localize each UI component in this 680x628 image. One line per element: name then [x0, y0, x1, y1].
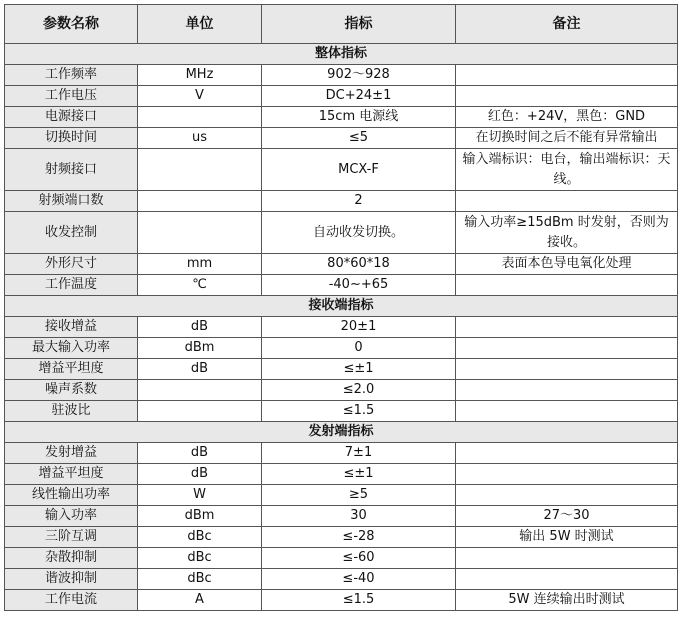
unit-cell: W — [138, 485, 262, 506]
section-title: 接收端指标 — [5, 296, 678, 317]
table-row — [5, 590, 678, 611]
remark-cell: 红色：+24V，黑色：GND — [456, 107, 678, 128]
table-row — [5, 107, 678, 128]
spec-table — [4, 4, 678, 611]
param-name-cell: 增益平坦度 — [5, 464, 138, 485]
param-name-cell: 噪声系数 — [5, 380, 138, 401]
table-row — [5, 191, 678, 212]
unit-cell: dB — [138, 359, 262, 380]
spec-value-cell: 7±1 — [262, 443, 456, 464]
spec-value-cell: DC+24±1 — [262, 86, 456, 107]
unit-cell: dB — [138, 464, 262, 485]
spec-value-cell: 自动收发切换。 — [262, 212, 456, 254]
spec-value-cell: 15cm 电源线 — [262, 107, 456, 128]
unit-cell: ℃ — [138, 275, 262, 296]
table-row — [5, 506, 678, 527]
section-title: 发射端指标 — [5, 422, 678, 443]
spec-value-cell: ≤5 — [262, 128, 456, 149]
unit-cell: us — [138, 128, 262, 149]
remark-cell: 输入端标识：电台，输出端标识：天线。 — [456, 149, 678, 191]
spec-value-cell: 0 — [262, 338, 456, 359]
remark-cell — [456, 401, 678, 422]
table-row — [5, 317, 678, 338]
param-name-cell: 收发控制 — [5, 212, 138, 254]
table-row — [5, 380, 678, 401]
section-title: 整体指标 — [5, 44, 678, 65]
param-name-cell: 杂散抑制 — [5, 548, 138, 569]
remark-cell — [456, 359, 678, 380]
table-row — [5, 149, 678, 191]
remark-cell: 输出 5W 时测试 — [456, 527, 678, 548]
remark-cell — [456, 548, 678, 569]
spec-value-cell: 2 — [262, 191, 456, 212]
table-row — [5, 464, 678, 485]
remark-cell: 27～30 — [456, 506, 678, 527]
table-row — [5, 485, 678, 506]
param-name-cell: 工作电压 — [5, 86, 138, 107]
table-row — [5, 359, 678, 380]
unit-cell: dB — [138, 317, 262, 338]
unit-cell — [138, 401, 262, 422]
param-name-cell: 发射增益 — [5, 443, 138, 464]
unit-cell: dBm — [138, 338, 262, 359]
param-name-cell: 工作频率 — [5, 65, 138, 86]
header-row — [5, 5, 678, 44]
table-row — [5, 401, 678, 422]
remark-cell — [456, 275, 678, 296]
unit-cell — [138, 107, 262, 128]
table-row — [5, 86, 678, 107]
param-name-cell: 射频接口 — [5, 149, 138, 191]
table-row — [5, 254, 678, 275]
param-name-cell: 射频端口数 — [5, 191, 138, 212]
table-row — [5, 212, 678, 254]
unit-cell: dB — [138, 443, 262, 464]
unit-cell: dBc — [138, 569, 262, 590]
remark-cell: 5W 连续输出时测试 — [456, 590, 678, 611]
unit-cell: dBm — [138, 506, 262, 527]
param-name-cell: 接收增益 — [5, 317, 138, 338]
unit-cell: MHz — [138, 65, 262, 86]
unit-cell: V — [138, 86, 262, 107]
remark-cell: 表面本色导电氧化处理 — [456, 254, 678, 275]
param-name-cell: 工作电流 — [5, 590, 138, 611]
header-unit: 单位 — [138, 5, 262, 44]
param-name-cell: 最大输入功率 — [5, 338, 138, 359]
unit-cell: mm — [138, 254, 262, 275]
remark-cell: 输入功率≥15dBm 时发射，否则为接收。 — [456, 212, 678, 254]
remark-cell — [456, 86, 678, 107]
spec-value-cell: ≤1.5 — [262, 590, 456, 611]
section-header-row — [5, 422, 678, 443]
unit-cell: dBc — [138, 548, 262, 569]
param-name-cell: 线性输出功率 — [5, 485, 138, 506]
remark-cell — [456, 443, 678, 464]
spec-value-cell: -40~+65 — [262, 275, 456, 296]
remark-cell — [456, 485, 678, 506]
table-row — [5, 65, 678, 86]
header-remark: 备注 — [456, 5, 678, 44]
unit-cell — [138, 380, 262, 401]
table-row — [5, 338, 678, 359]
spec-value-cell: 902～928 — [262, 65, 456, 86]
unit-cell — [138, 212, 262, 254]
unit-cell — [138, 191, 262, 212]
table-row — [5, 569, 678, 590]
section-header-row — [5, 44, 678, 65]
remark-cell — [456, 65, 678, 86]
spec-value-cell: ≤±1 — [262, 464, 456, 485]
param-name-cell: 三阶互调 — [5, 527, 138, 548]
table-row — [5, 548, 678, 569]
param-name-cell: 外形尺寸 — [5, 254, 138, 275]
param-name-cell: 增益平坦度 — [5, 359, 138, 380]
spec-value-cell: ≤-40 — [262, 569, 456, 590]
table-row — [5, 128, 678, 149]
unit-cell: dBc — [138, 527, 262, 548]
param-name-cell: 输入功率 — [5, 506, 138, 527]
spec-value-cell: ≤1.5 — [262, 401, 456, 422]
remark-cell — [456, 569, 678, 590]
spec-value-cell: 80*60*18 — [262, 254, 456, 275]
param-name-cell: 驻波比 — [5, 401, 138, 422]
param-name-cell: 工作温度 — [5, 275, 138, 296]
spec-value-cell: ≤-60 — [262, 548, 456, 569]
spec-value-cell: ≤2.0 — [262, 380, 456, 401]
remark-cell — [456, 338, 678, 359]
remark-cell — [456, 191, 678, 212]
header-param-name: 参数名称 — [5, 5, 138, 44]
spec-value-cell: ≤-28 — [262, 527, 456, 548]
remark-cell — [456, 317, 678, 338]
remark-cell — [456, 464, 678, 485]
spec-value-cell: 20±1 — [262, 317, 456, 338]
param-name-cell: 电源接口 — [5, 107, 138, 128]
spec-body — [5, 44, 678, 611]
remark-cell — [456, 380, 678, 401]
table-row — [5, 527, 678, 548]
section-header-row — [5, 296, 678, 317]
spec-value-cell: ≥5 — [262, 485, 456, 506]
spec-value-cell: ≤±1 — [262, 359, 456, 380]
spec-value-cell: 30 — [262, 506, 456, 527]
unit-cell: A — [138, 590, 262, 611]
spec-value-cell: MCX-F — [262, 149, 456, 191]
header-spec: 指标 — [262, 5, 456, 44]
table-row — [5, 443, 678, 464]
unit-cell — [138, 149, 262, 191]
param-name-cell: 切换时间 — [5, 128, 138, 149]
remark-cell: 在切换时间之后不能有异常输出 — [456, 128, 678, 149]
param-name-cell: 谐波抑制 — [5, 569, 138, 590]
table-row — [5, 275, 678, 296]
